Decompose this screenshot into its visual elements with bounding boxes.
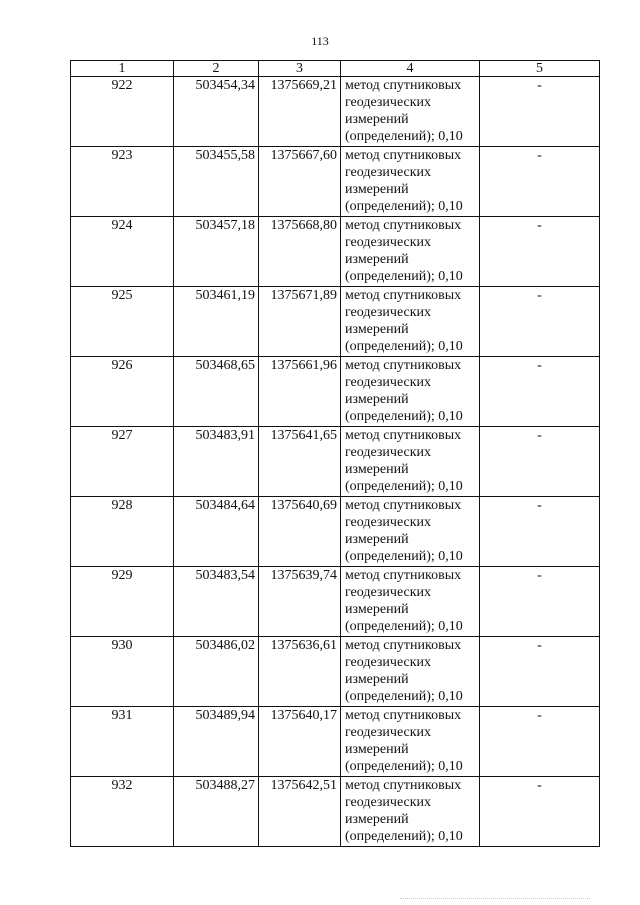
- method-line: измерений: [345, 252, 409, 267]
- method-cell: [341, 777, 480, 847]
- y-coordinate-cell: 1375636,61: [259, 637, 341, 707]
- method-cell: [341, 77, 480, 147]
- x-coordinate-cell: 503455,58: [174, 147, 259, 217]
- method-line: (определений); 0,10: [345, 829, 463, 844]
- method-line: (определений); 0,10: [345, 759, 463, 774]
- method-line: (определений); 0,10: [345, 619, 463, 634]
- method-line: геодезических: [345, 95, 432, 110]
- x-coordinate-cell: 503488,27: [174, 777, 259, 847]
- table-row: [71, 357, 600, 427]
- method-line: метод спутниковых: [345, 498, 462, 513]
- method-line: метод спутниковых: [345, 218, 462, 233]
- method-line: метод спутниковых: [345, 428, 462, 443]
- method-line: (определений); 0,10: [345, 339, 463, 354]
- method-line: измерений: [345, 812, 409, 827]
- method-line: (определений); 0,10: [345, 689, 463, 704]
- y-coordinate-cell: 1375668,80: [259, 217, 341, 287]
- table-row: [71, 777, 600, 847]
- point-number-cell: 932: [71, 777, 174, 847]
- table-body: [71, 77, 600, 847]
- method-line: (определений); 0,10: [345, 199, 463, 214]
- table-row: [71, 77, 600, 147]
- note-cell: -: [480, 217, 600, 287]
- method-cell: [341, 287, 480, 357]
- x-coordinate-cell: 503489,94: [174, 707, 259, 777]
- y-coordinate-cell: 1375669,21: [259, 77, 341, 147]
- point-number-cell: 924: [71, 217, 174, 287]
- x-coordinate-cell: 503484,64: [174, 497, 259, 567]
- x-coordinate-cell: 503468,65: [174, 357, 259, 427]
- method-cell: [341, 567, 480, 637]
- y-coordinate-cell: 1375641,65: [259, 427, 341, 497]
- method-line: геодезических: [345, 305, 432, 320]
- point-number-cell: 922: [71, 77, 174, 147]
- y-coordinate-cell: 1375671,89: [259, 287, 341, 357]
- table-row: [71, 217, 600, 287]
- point-number-cell: 928: [71, 497, 174, 567]
- table-row: [71, 287, 600, 357]
- header-col-3: 3: [259, 61, 341, 77]
- method-cell: [341, 217, 480, 287]
- method-line: измерений: [345, 112, 409, 127]
- method-line: (определений); 0,10: [345, 479, 463, 494]
- point-number-cell: 925: [71, 287, 174, 357]
- note-cell: -: [480, 777, 600, 847]
- method-line: (определений); 0,10: [345, 409, 463, 424]
- x-coordinate-cell: 503483,54: [174, 567, 259, 637]
- method-line: измерений: [345, 672, 409, 687]
- method-line: измерений: [345, 392, 409, 407]
- x-coordinate-cell: 503454,34: [174, 77, 259, 147]
- note-cell: -: [480, 567, 600, 637]
- page-number: 113: [311, 34, 329, 48]
- table-row: [71, 637, 600, 707]
- point-number-cell: 931: [71, 707, 174, 777]
- method-cell: [341, 147, 480, 217]
- note-cell: -: [480, 427, 600, 497]
- note-cell: -: [480, 357, 600, 427]
- method-line: метод спутниковых: [345, 568, 462, 583]
- y-coordinate-cell: 1375642,51: [259, 777, 341, 847]
- scan-artifact: [400, 898, 590, 903]
- y-coordinate-cell: 1375640,69: [259, 497, 341, 567]
- method-line: измерений: [345, 462, 409, 477]
- note-cell: -: [480, 497, 600, 567]
- point-number-cell: 929: [71, 567, 174, 637]
- method-line: (определений); 0,10: [345, 129, 463, 144]
- method-line: метод спутниковых: [345, 778, 462, 793]
- method-line: измерений: [345, 742, 409, 757]
- note-cell: -: [480, 147, 600, 217]
- method-line: метод спутниковых: [345, 708, 462, 723]
- header-col-4: 4: [341, 61, 480, 77]
- x-coordinate-cell: 503457,18: [174, 217, 259, 287]
- x-coordinate-cell: 503486,02: [174, 637, 259, 707]
- note-cell: -: [480, 77, 600, 147]
- table-row: [71, 707, 600, 777]
- header-row: [71, 61, 600, 77]
- method-line: метод спутниковых: [345, 358, 462, 373]
- note-cell: -: [480, 287, 600, 357]
- method-line: геодезических: [345, 795, 432, 810]
- point-number-cell: 930: [71, 637, 174, 707]
- method-line: метод спутниковых: [345, 638, 462, 653]
- table-header: [71, 61, 600, 77]
- table-row: [71, 147, 600, 217]
- table-row: [71, 567, 600, 637]
- method-cell: [341, 357, 480, 427]
- x-coordinate-cell: 503461,19: [174, 287, 259, 357]
- note-cell: -: [480, 707, 600, 777]
- note-cell: -: [480, 637, 600, 707]
- x-coordinate-cell: 503483,91: [174, 427, 259, 497]
- method-cell: [341, 707, 480, 777]
- header-col-5: 5: [480, 61, 600, 77]
- method-line: геодезических: [345, 445, 432, 460]
- method-line: геодезических: [345, 375, 432, 390]
- method-cell: [341, 427, 480, 497]
- y-coordinate-cell: 1375661,96: [259, 357, 341, 427]
- method-cell: [341, 497, 480, 567]
- method-line: (определений); 0,10: [345, 269, 463, 284]
- method-line: измерений: [345, 532, 409, 547]
- header-col-2: 2: [174, 61, 259, 77]
- method-line: геодезических: [345, 515, 432, 530]
- method-line: геодезических: [345, 585, 432, 600]
- method-line: измерений: [345, 182, 409, 197]
- point-number-cell: 926: [71, 357, 174, 427]
- method-line: геодезических: [345, 725, 432, 740]
- point-number-cell: 923: [71, 147, 174, 217]
- point-number-cell: 927: [71, 427, 174, 497]
- method-line: метод спутниковых: [345, 148, 462, 163]
- method-line: измерений: [345, 602, 409, 617]
- y-coordinate-cell: 1375640,17: [259, 707, 341, 777]
- coordinates-table: [70, 60, 600, 847]
- table-row: [71, 497, 600, 567]
- header-col-1: 1: [71, 61, 174, 77]
- table-row: [71, 427, 600, 497]
- method-line: геодезических: [345, 655, 432, 670]
- method-line: измерений: [345, 322, 409, 337]
- method-cell: [341, 637, 480, 707]
- y-coordinate-cell: 1375667,60: [259, 147, 341, 217]
- method-line: геодезических: [345, 165, 432, 180]
- y-coordinate-cell: 1375639,74: [259, 567, 341, 637]
- method-line: геодезических: [345, 235, 432, 250]
- method-line: метод спутниковых: [345, 78, 462, 93]
- method-line: метод спутниковых: [345, 288, 462, 303]
- method-line: (определений); 0,10: [345, 549, 463, 564]
